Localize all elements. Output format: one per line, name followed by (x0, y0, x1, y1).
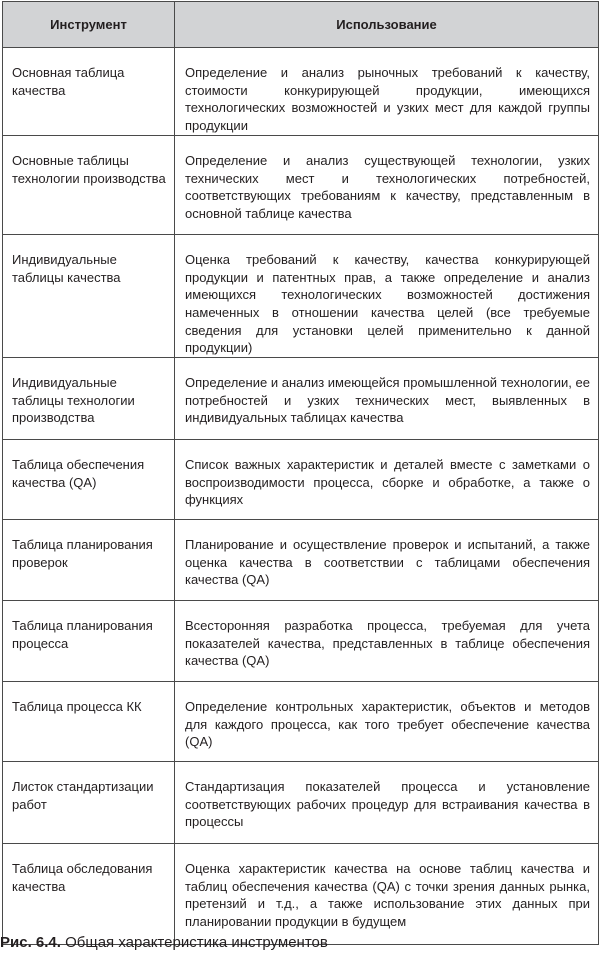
table-row (3, 234, 599, 357)
table-row (3, 440, 599, 520)
usage-cell: Список важных характеристик и деталей вместе с заметками о воспроизводимости процесса, сборке и обработке, а также о функциях (175, 440, 599, 520)
usage-cell: Оценка характеристик качества на основе таблиц качества и таблиц обеспечения качества (QA) с точки зрения данных рынка, претензий и т.д., а также использование этих данных при планировании продукции в будущем (175, 844, 599, 945)
figure-label: Рис. 6.4. (0, 934, 61, 951)
table-row (3, 682, 599, 762)
table-row (3, 520, 599, 601)
tool-cell: Основная таблица качества (3, 48, 175, 136)
table-row (3, 601, 599, 682)
tool-cell: Листок стандартизации работ (3, 762, 175, 844)
usage-cell: Определение и анализ существующей технологии, узких технических мест и технологических потребностей, соответствующих требованиям к качеству, представленным в основной таблице качества (175, 135, 599, 234)
tool-cell: Индивидуальные таблицы технологии производства (3, 358, 175, 440)
tool-cell: Таблица процесса КК (3, 682, 175, 762)
usage-cell: Определение контрольных характеристик, объектов и методов для каждого процесса, как того требует обеспечение качества (QA) (175, 682, 599, 762)
usage-cell: Определение и анализ имеющейся промышленной технологии, ее потребностей и узких технических мест, выявленных в индивидуальных таблицах качества (175, 358, 599, 440)
tool-cell: Таблица планирования процесса (3, 601, 175, 682)
table-row (3, 135, 599, 234)
usage-cell: Стандартизация показателей процесса и установление соответствующих рабочих процедур для встраивания качества в процессы (175, 762, 599, 844)
figure-caption (0, 933, 328, 953)
table-row (3, 358, 599, 440)
tool-cell: Таблица обеспечения качества (QA) (3, 440, 175, 520)
tool-cell: Таблица обследования качества (3, 844, 175, 945)
figure-title: Общая характеристика инструментов (65, 934, 328, 951)
usage-cell: Определение и анализ рыночных требований к качеству, стоимости конкурирующей продукции, имеющихся технологических возможностей и узких мест для каждой группы продукции (175, 48, 599, 136)
table-header-row (3, 2, 599, 48)
usage-cell: Всесторонняя разработка процесса, требуемая для учета показателей качества, представленных в таблице обеспечения качества (QA) (175, 601, 599, 682)
tools-table-container (2, 1, 598, 945)
usage-cell: Оценка требований к качеству, качества конкурирующей продукции и патентных прав, а также определение и анализ имеющихся технологических возможностей достижения намеченных в отношении качества целей (все требуемые сведения для установки целей применительно к данной продукции) (175, 234, 599, 357)
table-row (3, 48, 599, 136)
table-row (3, 844, 599, 945)
tool-cell: Индивидуальные таблицы качества (3, 234, 175, 357)
table-row (3, 762, 599, 844)
tool-cell: Таблица планирования проверок (3, 520, 175, 601)
header-tool: Инструмент (3, 2, 175, 48)
usage-cell: Планирование и осуществление проверок и испытаний, а также оценка качества в соответствии с таблицами обеспечения качества (QA) (175, 520, 599, 601)
tools-table (2, 1, 599, 945)
tool-cell: Основные таблицы технологии производства (3, 135, 175, 234)
header-usage: Использование (175, 2, 599, 48)
